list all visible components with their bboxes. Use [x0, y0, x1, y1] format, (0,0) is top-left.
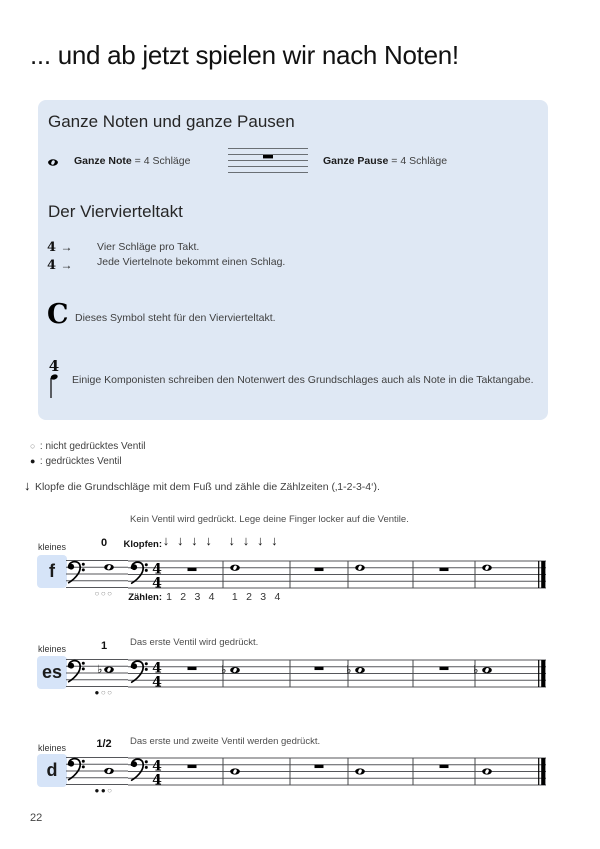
- info-panel: [38, 100, 548, 420]
- svg-text:4: 4: [152, 561, 162, 578]
- common-time-icon: C: [47, 299, 69, 330]
- zaehlen-label: Zählen:: [128, 592, 162, 603]
- fingering-label: 0: [100, 537, 108, 549]
- svg-text:4: 4: [152, 772, 162, 789]
- svg-text:♭: ♭: [97, 662, 103, 677]
- tap-arrow-icon: ↓: [205, 533, 212, 548]
- count-number: 1: [166, 591, 172, 603]
- zaehlen-counts: [0, 591, 600, 607]
- pressed-valve-icon: ●: [100, 786, 108, 795]
- exercise-caption: Kein Ventil wird gedrückt. Lege deine Finger locker auf die Ventile.: [130, 514, 409, 525]
- open-valve-icon: ○: [107, 786, 114, 795]
- note-time-signature-icon: 4: [47, 360, 61, 404]
- exercise-staff: [128, 753, 548, 791]
- tap-arrow-icon: ↓: [176, 533, 184, 548]
- note-letter-box: es: [37, 656, 67, 689]
- tap-arrow-icon: ↓: [256, 533, 264, 548]
- tap-arrow-icon: ↓: [228, 533, 236, 548]
- tap-arrow-icon: ↓: [162, 533, 170, 548]
- staff-whole-rest-graphic: [228, 146, 308, 175]
- open-valve-icon: ○: [30, 441, 36, 451]
- quarter-note-icon: [48, 373, 60, 399]
- right-arrow-icon: →: [60, 240, 73, 254]
- svg-text:♭: ♭: [473, 662, 479, 677]
- exercise-caption: Das erste und zweite Ventil werden gedrückt.: [130, 736, 321, 747]
- svg-text:♭: ♭: [221, 662, 227, 677]
- klopfen-label: Klopfen:: [123, 539, 162, 550]
- note-time-signature-text: Einige Komponisten schreiben den Notenwert des Grundschlages auch als Note in die Taktangabe.: [72, 374, 534, 386]
- ganze-pause-label: Ganze Pause = 4 Schläge: [323, 155, 448, 167]
- count-number: 2: [246, 591, 252, 603]
- count-number: 3: [260, 591, 267, 603]
- pressed-valve-icon: ●: [94, 786, 101, 795]
- tap-arrow-icon: ↓: [191, 533, 198, 548]
- count-number: 4: [208, 591, 215, 603]
- beat-line-2: Jede Viertelnote bekommt einen Schlag.: [97, 256, 286, 268]
- pressed-valve-icon: ●: [30, 456, 36, 466]
- common-time-text: Dieses Symbol steht für den Viervierteltakt.: [75, 312, 276, 324]
- whole-note-icon: [45, 157, 61, 168]
- section-heading-time-signature: Der Viervierteltakt: [48, 202, 183, 221]
- count-number: 4: [274, 591, 281, 603]
- pressed-valve-icon: ●: [94, 688, 101, 697]
- down-arrow-icon: ↓: [24, 478, 31, 493]
- exercise-staff: [128, 556, 548, 594]
- note-size-label: kleines: [38, 542, 67, 552]
- page-title: ... und ab jetzt spielen wir nach Noten!: [30, 40, 459, 70]
- note-size-label: kleines: [38, 644, 67, 654]
- beat-line-1: Vier Schläge pro Takt.: [97, 241, 200, 253]
- page-number: 22: [30, 812, 43, 824]
- legend-open-valve: ○ : nicht gedrücktes Ventil: [30, 441, 146, 452]
- note-size-label: kleines: [38, 743, 67, 753]
- count-number: 3: [194, 591, 201, 603]
- count-number: 2: [180, 591, 187, 603]
- valve-circles: [82, 786, 126, 795]
- svg-text:4: 4: [152, 575, 162, 592]
- exercise-staff: [128, 655, 548, 693]
- fingering-staff: [66, 559, 128, 589]
- time-signature-4-4: 4 → 4 →: [47, 240, 73, 273]
- tap-arrow-icon: ↓: [271, 533, 278, 548]
- open-valve-icon: ○: [100, 589, 108, 598]
- exercise-caption: Das erste Ventil wird gedrückt.: [130, 637, 259, 648]
- right-arrow-icon: →: [60, 258, 73, 272]
- open-valve-icon: ○: [107, 589, 114, 598]
- fingering-label: 1: [100, 640, 108, 652]
- fingering-label: 1/2: [96, 738, 112, 750]
- section-heading-whole-notes: Ganze Noten und ganze Pausen: [48, 112, 295, 131]
- fingering-staff: [66, 658, 128, 688]
- count-number: 1: [231, 591, 238, 603]
- svg-text:4: 4: [152, 660, 162, 677]
- open-valve-icon: ○: [94, 589, 101, 598]
- tap-instruction: ↓ Klopfe die Grundschläge mit dem Fuß und zähle die Zählzeiten (‚1-2-3-4‘).: [24, 478, 380, 493]
- fingering-staff: [66, 756, 128, 786]
- note-letter-box: f: [37, 555, 67, 588]
- legend-pressed-valve: ● : gedrücktes Ventil: [30, 456, 122, 467]
- open-valve-icon: ○: [107, 688, 114, 697]
- whole-rest-icon: [263, 155, 273, 158]
- ganze-note-label: Ganze Note = 4 Schläge: [74, 155, 191, 167]
- svg-text:4: 4: [152, 758, 162, 775]
- tap-arrow-icon: ↓: [242, 533, 250, 548]
- note-letter-box: d: [37, 754, 67, 787]
- svg-text:4: 4: [152, 674, 162, 691]
- valve-circles: [82, 688, 126, 697]
- open-valve-icon: ○: [100, 688, 108, 697]
- svg-text:♭: ♭: [346, 662, 352, 677]
